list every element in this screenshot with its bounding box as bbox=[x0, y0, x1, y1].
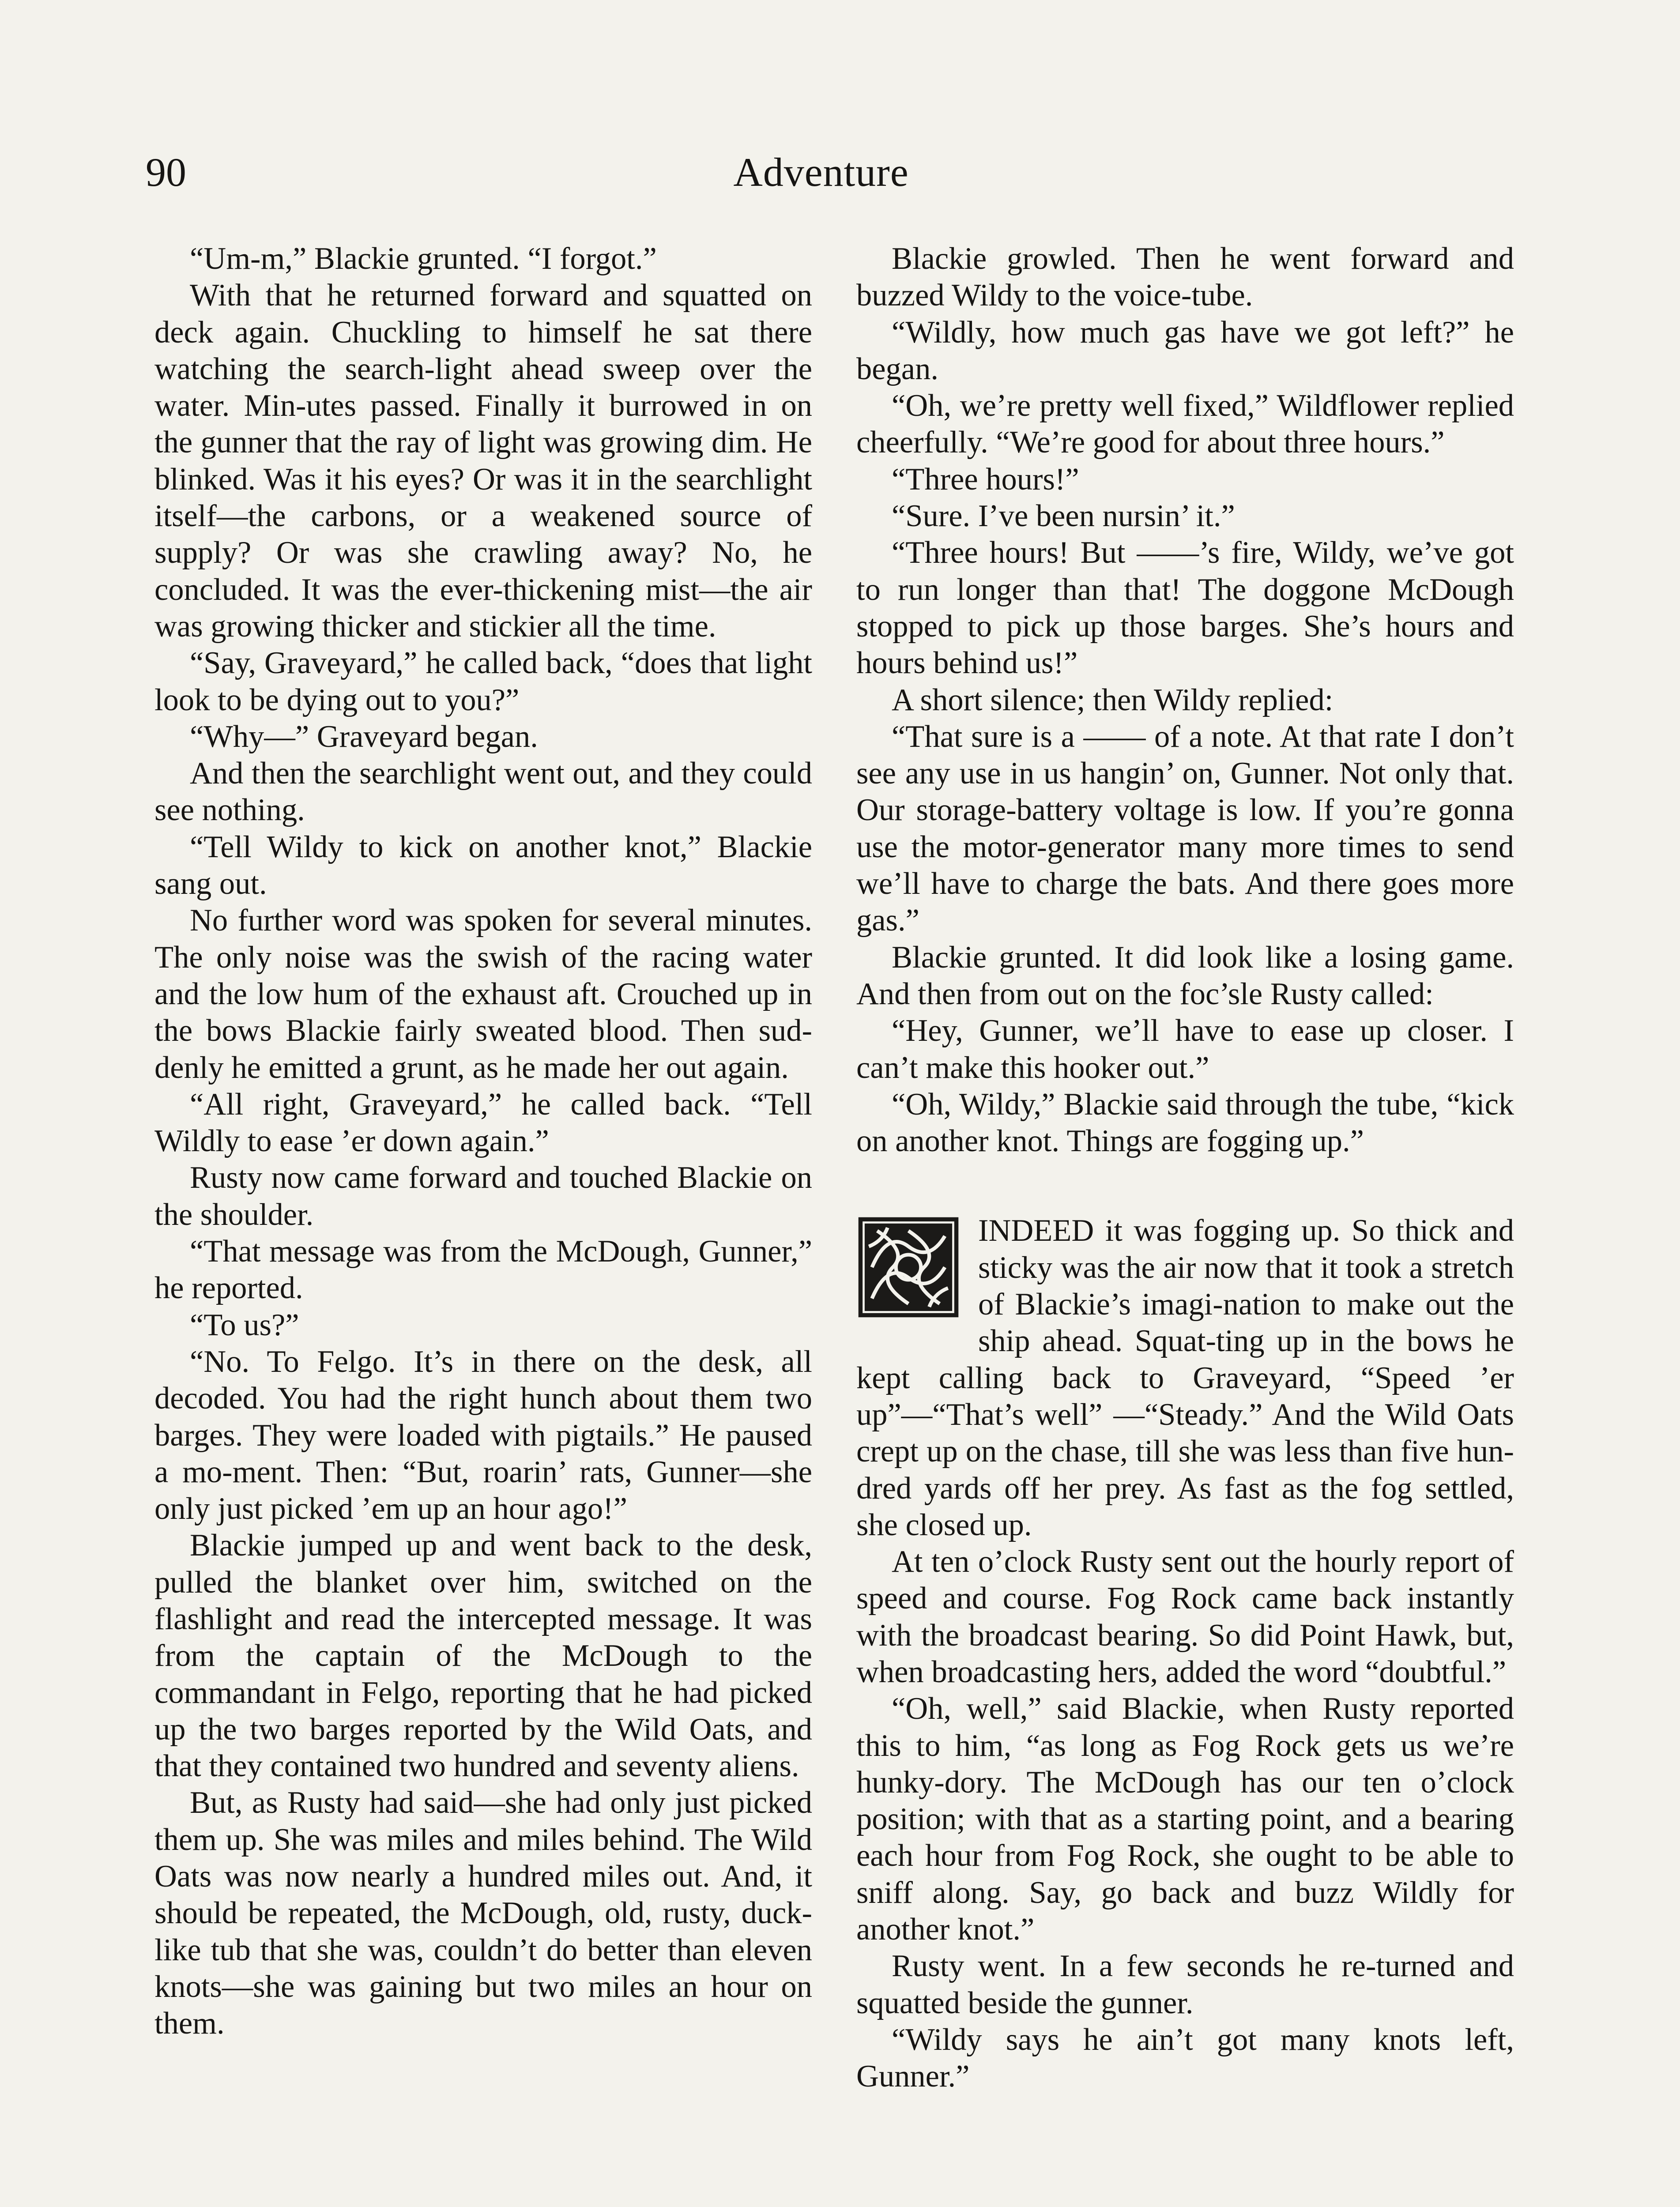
paragraph: “All right, Graveyard,” he called back. “Tell Wildly to ease ’er down again.” bbox=[154, 1087, 812, 1159]
page-number: 90 bbox=[146, 150, 186, 195]
paragraph: “Three hours!” bbox=[892, 462, 1079, 497]
paragraph: “No. To Felgo. It’s in there on the desk, all decoded. You had the right hunch about them two barges. They were loaded with pigtails.” He paused a mo-ment. Then: “But, roarin’ rats, Gunner—she only just picked ’em up an hour ago!” bbox=[154, 1344, 812, 1526]
paragraph: With that he returned forward and squatted on deck again. Chuckling to himself he sat there watching the search-light ahead sweep over the water. Min-utes passed. Finally it burrowed in on the gunner that the ray of light was growing dim. He blinked. Was it his eyes? Or was it in the searchlight itself—the carbons, or a weakened source of supply? Or was she crawling away? No, he concluded. It was the ever-thickening mist—the air was growing thicker and stickier all the time. bbox=[154, 278, 812, 644]
paragraph: Rusty went. In a few seconds he re-turned and squatted beside the gunner. bbox=[856, 1949, 1514, 2020]
paragraph: “Three hours! But ——’s fire, Wildy, we’ve got to run longer than that! The doggone McDough stopped to pick up those barges. She’s hours and hours behind us!” bbox=[856, 535, 1514, 681]
section-start bbox=[856, 1213, 1514, 1544]
paragraph: Rusty now came forward and touched Blackie on the shoulder. bbox=[154, 1160, 812, 1232]
paragraph: “Wildly, how much gas have we got left?” he began. bbox=[856, 315, 1514, 386]
paragraph: “Say, Graveyard,” he called back, “does that light look to be dying out to you?” bbox=[154, 646, 812, 717]
paragraph: “Sure. I’ve been nursin’ it.” bbox=[892, 499, 1235, 534]
running-title: Adventure bbox=[733, 150, 909, 195]
paragraph: “Tell Wildy to kick on another knot,” Blackie sang out. bbox=[154, 829, 812, 901]
paragraph: No further word was spoken for several minutes. The only noise was the swish of the racing water and the low hum of the exhaust aft. Crouched up in the bows Blackie fairly sweated blood. Then sud-denly he emitted a grunt, as he made her out again. bbox=[154, 903, 812, 1085]
paragraph: Blackie growled. Then he went forward and buzzed Wildy to the voice-tube. bbox=[856, 241, 1514, 313]
paragraph: But, as Rusty had said—she had only just picked them up. She was miles and miles behind. The Wild Oats was now nearly a hundred miles out. And, it should be repeated, the McDough, old, rusty, duck-like tub that she was, couldn’t do better than eleven knots—she was gaining but two miles an hour on them. bbox=[154, 1785, 812, 2041]
paragraph: Blackie jumped up and went back to the desk, pulled the blanket over him, switched on the flashlight and read the intercepted message. It was from the captain of the McDough to the commandant in Felgo, reporting that he had picked up the two barges reported by the Wild Oats, and that they contained two hundred and seventy aliens. bbox=[154, 1528, 812, 1784]
paragraph: “Oh, we’re pretty well fixed,” Wildflower replied cheerfully. “We’re good for about three hours.” bbox=[856, 388, 1514, 460]
paragraph: “That sure is a —— of a note. At that rate I don’t see any use in us hangin’ on, Gunner. Not only that. Our storage-battery voltage is low. If you’re gonna use the motor-generator many more times to send we’ll have to charge the bats. And there goes more gas.” bbox=[856, 719, 1514, 938]
paragraph: At ten o’clock Rusty sent out the hourly report of speed and course. Fog Rock came back instantly with the broadcast bearing. So did Point Hawk, but, when broadcasting hers, added the word “doubtful.” bbox=[856, 1544, 1514, 1689]
right-column bbox=[856, 241, 1514, 2095]
paragraph: “Oh, Wildy,” Blackie said through the tube, “kick on another knot. Things are fogging up.” bbox=[856, 1087, 1514, 1159]
paragraph: INDEED it was fogging up. So thick and sticky was the air now that it took a stretch of Blackie’s imagi-nation to make out the ship ahead. Squat-ting up in the bows he kept calling back to Graveyard, “Speed ’er up”—“That’s well” —“Steady.” And the Wild Oats crept up on the chase, till she was less than five hun-dred yards off her prey. As fast as the fog settled, she closed up. bbox=[856, 1213, 1514, 1542]
paragraph: “Wildy says he ain’t got many knots left, Gunner.” bbox=[856, 2022, 1514, 2094]
paragraph: A short silence; then Wildy replied: bbox=[892, 682, 1333, 717]
paragraph: Blackie grunted. It did look like a losing game. And then from out on the foc’sle Rusty called: bbox=[856, 940, 1514, 1011]
page-header bbox=[0, 146, 1680, 207]
paragraph: “Hey, Gunner, we’ll have to ease up closer. I can’t make this hooker out.” bbox=[856, 1013, 1514, 1085]
paragraph: And then the searchlight went out, and they could see nothing. bbox=[154, 756, 812, 828]
paragraph: “That message was from the McDough, Gunner,” he reported. bbox=[154, 1234, 812, 1306]
celtic-knot-initial-icon bbox=[856, 1215, 961, 1319]
paragraph: “Why—” Graveyard began. bbox=[190, 719, 538, 754]
paragraph: “Oh, well,” said Blackie, when Rusty reported this to him, “as long as Fog Rock gets us we’re hunky-dory. The McDough has our ten o’clock position; with that as a starting point, and a bearing each hour from Fog Rock, she ought to be able to sniff along. Say, go back and buzz Wildly for another knot.” bbox=[856, 1691, 1514, 1947]
paragraph: “To us?” bbox=[190, 1307, 299, 1342]
left-column bbox=[154, 241, 812, 2042]
paragraph: “Um-m,” Blackie grunted. “I forgot.” bbox=[190, 241, 657, 276]
